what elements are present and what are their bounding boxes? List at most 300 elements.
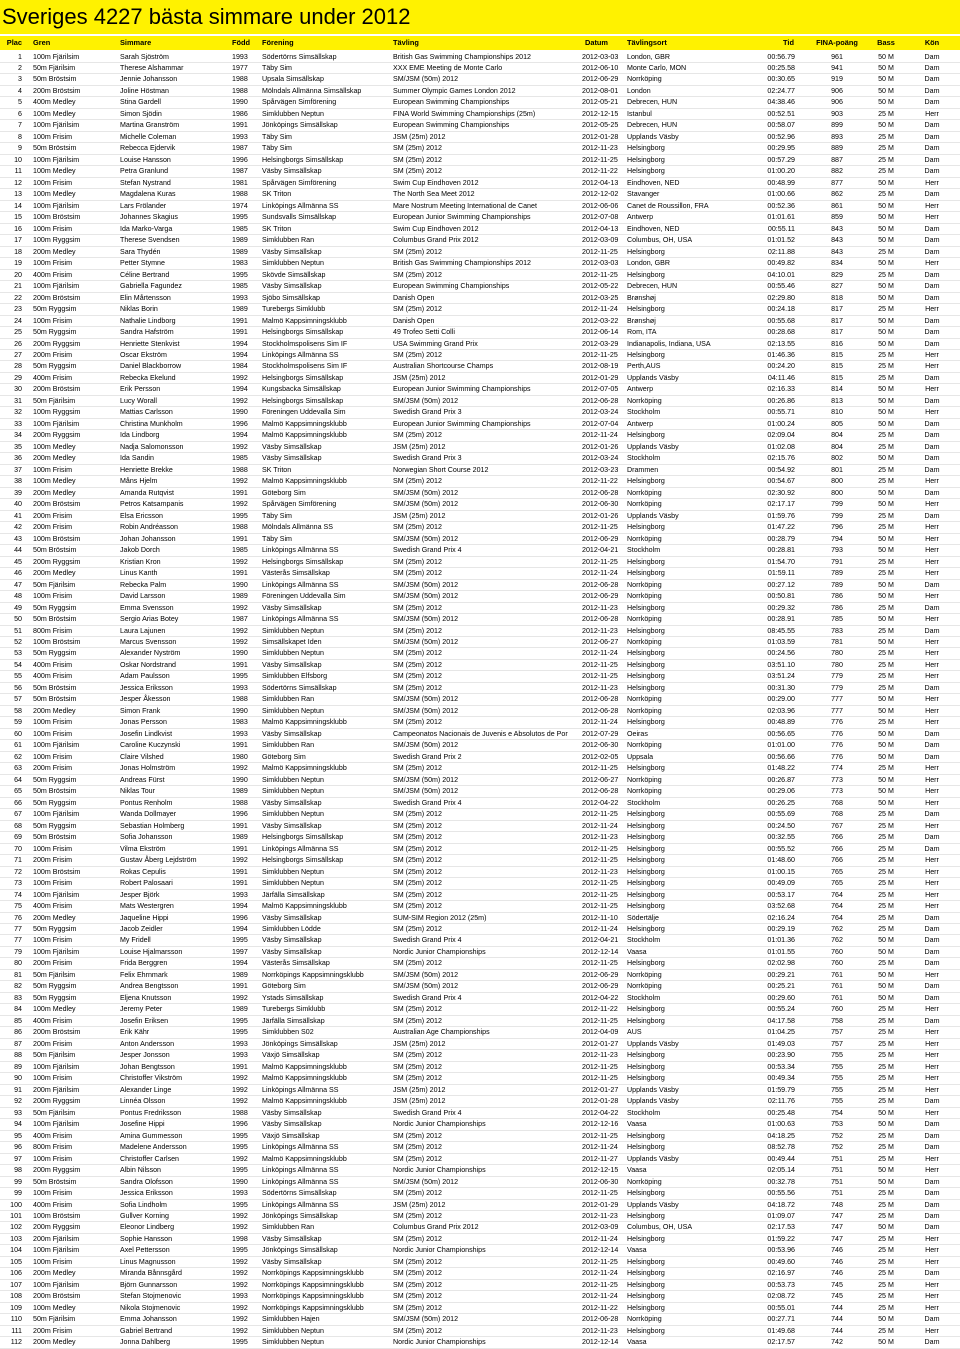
table-row <box>0 855 960 867</box>
cell-tavling: SM (25m) 2012 <box>393 683 442 692</box>
cell-fina: 786 <box>831 603 843 612</box>
cell-bass: 25 M <box>878 683 894 692</box>
cell-datum: 2012-03-25 <box>582 293 619 302</box>
cell-tavlingsort: Upplands Väsby <box>627 1039 679 1048</box>
cell-forening: Simklubben Ran <box>262 1223 315 1232</box>
cell-tavlingsort: Norrköping <box>627 488 662 497</box>
cell-forening: Simklubben Neptun <box>262 626 324 635</box>
cell-simmare: Martina Granström <box>120 121 180 130</box>
cell-tavling: SM/JSM (50m) 2012 <box>393 75 459 84</box>
cell-simmare: Måns Hjelm <box>120 477 158 486</box>
cell-forening: Skövde Simsällskap <box>262 270 326 279</box>
cell-datum: 2012-03-22 <box>582 316 619 325</box>
cell-bass: 25 M <box>878 1062 894 1071</box>
cell-simmare: Adam Paulsson <box>120 672 170 681</box>
cell-kon: Dam <box>924 982 940 991</box>
cell-plac: 95 <box>14 1131 22 1140</box>
table-row <box>0 235 960 247</box>
cell-forening: Väsby Simsällskap <box>262 947 322 956</box>
cell-tavling: SM (25m) 2012 <box>393 1269 442 1278</box>
cell-forening: Simklubben Neptun <box>262 775 324 784</box>
cell-plac: 79 <box>14 947 22 956</box>
cell-bass: 25 M <box>878 132 894 141</box>
cell-simmare: Mattias Carlsson <box>120 408 173 417</box>
cell-simmare: Rebecca Ejdervik <box>120 144 176 153</box>
cell-simmare: My Fridell <box>120 936 151 945</box>
cell-fodd: 1987 <box>232 615 248 624</box>
cell-forening: Malmö Kappsimningsklubb <box>262 1062 347 1071</box>
cell-simmare: Sara Thydén <box>120 247 161 256</box>
table-row <box>0 648 960 660</box>
cell-fina: 783 <box>831 626 843 635</box>
table-row <box>0 201 960 213</box>
cell-tid: 01:48.60 <box>767 856 795 865</box>
cell-kon: Dam <box>924 270 940 279</box>
cell-datum: 2012-05-22 <box>582 282 619 291</box>
cell-fodd: 1991 <box>232 821 248 830</box>
cell-tavlingsort: Helsingborg <box>627 959 665 968</box>
cell-kon: Herr <box>925 1257 939 1266</box>
cell-tid: 02:03.96 <box>767 706 795 715</box>
cell-fina: 761 <box>831 993 843 1002</box>
cell-forening: Södertörns Simsällskap <box>262 683 337 692</box>
table-row <box>0 1062 960 1074</box>
table-row <box>0 1108 960 1120</box>
table-row <box>0 1142 960 1154</box>
cell-tavlingsort: Stockholm <box>627 454 661 463</box>
cell-fina: 752 <box>831 1131 843 1140</box>
cell-tid: 03:51.24 <box>767 672 795 681</box>
cell-bass: 25 M <box>878 764 894 773</box>
table-row <box>0 740 960 752</box>
cell-bass: 50 M <box>878 592 894 601</box>
cell-tavling: SM (25m) 2012 <box>393 718 442 727</box>
table-row <box>0 419 960 431</box>
cell-datum: 2012-06-28 <box>582 488 619 497</box>
table-row <box>0 476 960 488</box>
cell-forening: Helsingborgs Simsällskap <box>262 328 344 337</box>
cell-bass: 25 M <box>878 305 894 314</box>
cell-tavling: 49 Trofeo Setti Colli <box>393 328 455 337</box>
cell-fina: 761 <box>831 982 843 991</box>
cell-tid: 00:52.96 <box>767 132 795 141</box>
cell-plac: 52 <box>14 637 22 646</box>
cell-fina: 746 <box>831 1269 843 1278</box>
cell-fina: 758 <box>831 1016 843 1025</box>
cell-simmare: Magdalena Kuras <box>120 190 176 199</box>
cell-kon: Herr <box>925 798 939 807</box>
cell-gren: 400m Frisim <box>33 270 73 279</box>
cell-tid: 01:00.63 <box>767 1120 795 1129</box>
cell-tavlingsort: Norrköping <box>627 580 662 589</box>
cell-simmare: Rebecka Palm <box>120 580 167 589</box>
cell-bass: 50 M <box>878 293 894 302</box>
table-row <box>0 86 960 98</box>
cell-fina: 747 <box>831 1234 843 1243</box>
cell-kon: Herr <box>925 718 939 727</box>
cell-fina: 760 <box>831 959 843 968</box>
cell-gren: 200m Frisim <box>33 764 73 773</box>
cell-kon: Dam <box>924 936 940 945</box>
cell-tavlingsort: Canet de Roussillon, FRA <box>627 201 709 210</box>
cell-datum: 2012-11-24 <box>582 1269 618 1278</box>
cell-fodd: 1992 <box>232 626 248 635</box>
cell-forening: Jönköpings Simsällskap <box>262 1246 338 1255</box>
table-row <box>0 626 960 638</box>
cell-tavlingsort: Norrköping <box>627 396 662 405</box>
cell-forening: Simklubben Neptun <box>262 259 324 268</box>
cell-tavling: SM (25m) 2012 <box>393 350 442 359</box>
cell-plac: 56 <box>14 683 22 692</box>
cell-gren: 100m Frisim <box>33 1257 73 1266</box>
cell-datum: 2012-03-24 <box>582 408 619 417</box>
cell-tavlingsort: Upplands Väsby <box>627 442 679 451</box>
cell-simmare: Pontus Renholm <box>120 798 173 807</box>
cell-tid: 02:08.72 <box>767 1292 795 1301</box>
cell-tavling: SM (25m) 2012 <box>393 523 442 532</box>
cell-gren: 400m Frisim <box>33 1200 73 1209</box>
cell-simmare: Nikola Stojmenovic <box>120 1303 181 1312</box>
cell-tid: 01:59.11 <box>767 569 795 578</box>
cell-plac: 109 <box>10 1303 22 1312</box>
cell-tavlingsort: Vaasa <box>627 947 647 956</box>
cell-kon: Dam <box>924 741 940 750</box>
cell-plac: 31 <box>14 396 22 405</box>
cell-kon: Dam <box>924 752 940 761</box>
cell-forening: Västerås Simsällskap <box>262 569 330 578</box>
cell-simmare: Henriette Stenkvist <box>120 339 180 348</box>
cell-tavling: FINA World Swimming Championships (25m) <box>393 109 536 118</box>
cell-gren: 100m Medley <box>33 109 76 118</box>
cell-fodd: 1991 <box>232 982 248 991</box>
cell-simmare: Simon Sjödin <box>120 109 162 118</box>
cell-fodd: 1986 <box>232 109 248 118</box>
cell-tavlingsort: Norrköping <box>627 75 662 84</box>
cell-datum: 2012-06-30 <box>582 741 619 750</box>
cell-forening: Linköpings Allmänna SS <box>262 1085 339 1094</box>
table-row <box>0 373 960 385</box>
cell-forening: Simklubben Neptun <box>262 1338 324 1347</box>
cell-gren: 200m Fjärilsim <box>33 1234 80 1243</box>
cell-plac: 106 <box>10 1269 22 1278</box>
cell-gren: 100m Fjärilsim <box>33 282 80 291</box>
cell-fodd: 1995 <box>232 1200 248 1209</box>
cell-tid: 00:48.99 <box>767 178 795 187</box>
cell-datum: 2012-06-29 <box>582 970 619 979</box>
cell-plac: 12 <box>14 178 22 187</box>
cell-forening: Väsby Simsällskap <box>262 798 322 807</box>
cell-plac: 75 <box>14 902 22 911</box>
cell-plac: 42 <box>14 523 22 532</box>
cell-datum: 2012-11-24 <box>582 718 618 727</box>
cell-bass: 25 M <box>878 924 894 933</box>
cell-plac: 6 <box>18 109 22 118</box>
cell-bass: 25 M <box>878 626 894 635</box>
cell-tavling: SM (25m) 2012 <box>393 247 442 256</box>
cell-datum: 2012-11-25 <box>582 557 618 566</box>
cell-tavling: SM (25m) 2012 <box>393 1189 442 1198</box>
cell-tavling: SM (25m) 2012 <box>393 660 442 669</box>
cell-fina: 762 <box>831 924 843 933</box>
header-datum: Datum <box>585 38 608 47</box>
cell-simmare: Jonas Persson <box>120 718 167 727</box>
cell-kon: Dam <box>924 282 940 291</box>
cell-tavlingsort: Helsingborg <box>627 305 665 314</box>
cell-bass: 25 M <box>878 477 894 486</box>
cell-plac: 92 <box>14 1097 22 1106</box>
cell-tid: 01:49.68 <box>767 1326 795 1335</box>
cell-tavling: SM (25m) 2012 <box>393 959 442 968</box>
header-tavlingsort: Tävlingsort <box>627 38 667 47</box>
cell-gren: 200m Frisim <box>33 523 73 532</box>
cell-tid: 00:49.44 <box>767 1154 795 1163</box>
cell-forening: Jönköpings Simsällskap <box>262 1211 338 1220</box>
cell-fodd: 1985 <box>232 546 248 555</box>
cell-tavling: European Junior Swimming Championships <box>393 213 531 222</box>
cell-gren: 100m Fjärilsim <box>33 810 80 819</box>
cell-fina: 760 <box>831 1005 843 1014</box>
cell-fina: 919 <box>831 75 843 84</box>
cell-tavlingsort: Uppsala <box>627 752 654 761</box>
cell-kon: Dam <box>924 63 940 72</box>
cell-tid: 02:02.98 <box>767 959 795 968</box>
cell-forening: Linköpings Allmänna SS <box>262 350 339 359</box>
cell-tavling: SM (25m) 2012 <box>393 1074 442 1083</box>
cell-gren: 50m Ryggsim <box>33 328 77 337</box>
cell-datum: 2012-11-25 <box>582 350 618 359</box>
cell-fodd: 1991 <box>232 867 248 876</box>
cell-tid: 03:51.10 <box>767 660 795 669</box>
cell-fodd: 1989 <box>232 1005 248 1014</box>
cell-plac: 93 <box>14 1108 22 1117</box>
cell-bass: 25 M <box>878 511 894 520</box>
cell-plac: 91 <box>14 1085 22 1094</box>
cell-datum: 2012-04-21 <box>582 936 619 945</box>
cell-bass: 50 M <box>878 408 894 417</box>
cell-gren: 200m Ryggsim <box>33 1223 81 1232</box>
cell-tavlingsort: Norrköping <box>627 592 662 601</box>
cell-plac: 36 <box>14 454 22 463</box>
cell-gren: 200m Frisim <box>33 1326 73 1335</box>
cell-tid: 00:55.71 <box>767 408 795 417</box>
cell-fodd: 1992 <box>232 1280 248 1289</box>
cell-tid: 02:16.97 <box>767 1269 795 1278</box>
cell-plac: 86 <box>14 1028 22 1037</box>
cell-plac: 61 <box>14 741 22 750</box>
cell-fodd: 1990 <box>232 580 248 589</box>
cell-bass: 25 M <box>878 1280 894 1289</box>
table-row <box>0 1257 960 1269</box>
cell-bass: 50 M <box>878 385 894 394</box>
cell-fina: 753 <box>831 1120 843 1129</box>
cell-bass: 50 M <box>878 52 894 61</box>
cell-tid: 00:53.73 <box>767 1280 795 1289</box>
cell-kon: Dam <box>924 1016 940 1025</box>
cell-datum: 2012-06-28 <box>582 695 619 704</box>
cell-gren: 100m Bröstsim <box>33 1211 81 1220</box>
cell-tavlingsort: Helsingborg <box>627 833 665 842</box>
cell-tavling: SM (25m) 2012 <box>393 890 442 899</box>
cell-fodd: 1992 <box>232 1257 248 1266</box>
cell-tavling: SM/JSM (50m) 2012 <box>393 695 459 704</box>
cell-fodd: 1991 <box>232 488 248 497</box>
cell-gren: 100m Frisim <box>33 844 73 853</box>
cell-tavlingsort: Rom, ITA <box>627 328 657 337</box>
cell-bass: 25 M <box>878 890 894 899</box>
cell-tavlingsort: Stockholm <box>627 546 661 555</box>
cell-forening: Väsby Simsällskap <box>262 454 322 463</box>
cell-gren: 100m Fjärilsim <box>33 419 80 428</box>
cell-simmare: Jesper Åkesson <box>120 695 171 704</box>
cell-fodd: 1990 <box>232 649 248 658</box>
cell-tid: 00:23.90 <box>767 1051 795 1060</box>
cell-forening: Sjöbo Simsällskap <box>262 293 320 302</box>
cell-fina: 744 <box>831 1315 843 1324</box>
cell-forening: Väsby Simsällskap <box>262 660 322 669</box>
cell-simmare: Michelle Coleman <box>120 132 177 141</box>
cell-tid: 01:01.36 <box>767 936 795 945</box>
cell-fodd: 1992 <box>232 1097 248 1106</box>
cell-kon: Herr <box>925 201 939 210</box>
cell-fodd: 1995 <box>232 270 248 279</box>
cell-fina: 815 <box>831 373 843 382</box>
cell-plac: 57 <box>14 695 22 704</box>
cell-fodd: 1992 <box>232 637 248 646</box>
cell-tid: 01:59.76 <box>767 511 795 520</box>
cell-fina: 751 <box>831 1154 843 1163</box>
cell-plac: 18 <box>14 247 22 256</box>
table-row <box>0 1050 960 1062</box>
cell-gren: 200m Bröstsim <box>33 293 81 302</box>
cell-simmare: Johan Bengtsson <box>120 1062 175 1071</box>
cell-kon: Dam <box>924 132 940 141</box>
cell-datum: 2012-06-29 <box>582 592 619 601</box>
cell-plac: 25 <box>14 328 22 337</box>
cell-datum: 2012-11-23 <box>582 626 618 635</box>
cell-plac: 47 <box>14 580 22 589</box>
table-row <box>0 407 960 419</box>
cell-bass: 25 M <box>878 1326 894 1335</box>
cell-tid: 00:56.79 <box>767 52 795 61</box>
table-row <box>0 1245 960 1257</box>
cell-datum: 2012-11-23 <box>582 867 618 876</box>
cell-forening: Linköpings Allmänna SS <box>262 201 339 210</box>
cell-gren: 50m Ryggsim <box>33 982 77 991</box>
cell-fodd: 1990 <box>232 1177 248 1186</box>
cell-plac: 28 <box>14 362 22 371</box>
cell-tavling: European Swimming Championships <box>393 98 510 107</box>
cell-tavling: European Swimming Championships <box>393 121 510 130</box>
cell-fodd: 1992 <box>232 764 248 773</box>
table-row <box>0 878 960 890</box>
cell-forening: Linköpings Allmänna SS <box>262 615 339 624</box>
cell-gren: 100m Bröstsim <box>33 213 81 222</box>
cell-gren: 50m Ryggsim <box>33 798 77 807</box>
cell-fodd: 1987 <box>232 167 248 176</box>
cell-bass: 50 M <box>878 1338 894 1347</box>
cell-bass: 25 M <box>878 1303 894 1312</box>
cell-tid: 00:29.21 <box>767 970 795 979</box>
cell-fina: 801 <box>831 465 843 474</box>
cell-datum: 2012-12-14 <box>582 1246 619 1255</box>
cell-tavlingsort: Helsingborg <box>627 1051 665 1060</box>
cell-bass: 50 M <box>878 282 894 291</box>
cell-datum: 2012-11-25 <box>582 1016 618 1025</box>
cell-gren: 100m Frisim <box>33 1189 73 1198</box>
cell-gren: 100m Medley <box>33 167 76 176</box>
cell-forening: Norrköpings Kappsimningsklubb <box>262 1269 364 1278</box>
cell-fodd: 1992 <box>232 373 248 382</box>
cell-datum: 2012-12-02 <box>582 190 619 199</box>
cell-kon: Dam <box>924 52 940 61</box>
cell-plac: 49 <box>14 603 22 612</box>
cell-fodd: 1983 <box>232 718 248 727</box>
cell-tid: 01:01.52 <box>767 236 795 245</box>
cell-tavling: Swedish Grand Prix 4 <box>393 546 462 555</box>
cell-plac: 80 <box>14 959 22 968</box>
cell-forening: Väsby Simsällskap <box>262 442 322 451</box>
cell-datum: 2012-06-30 <box>582 500 619 509</box>
cell-simmare: Gullver Korning <box>120 1211 169 1220</box>
table-row <box>0 867 960 879</box>
cell-bass: 25 M <box>878 362 894 371</box>
table-row <box>0 729 960 741</box>
cell-tid: 01:00.24 <box>767 419 795 428</box>
cell-kon: Herr <box>925 1108 939 1117</box>
cell-tavlingsort: Helsingborg <box>627 603 665 612</box>
cell-tavlingsort: Helsingborg <box>627 1326 665 1335</box>
cell-simmare: Stina Gardell <box>120 98 162 107</box>
cell-tid: 00:53.17 <box>767 890 795 899</box>
header-tavling: Tävling <box>393 38 419 47</box>
cell-gren: 50m Bröstsim <box>33 546 77 555</box>
cell-plac: 55 <box>14 672 22 681</box>
cell-bass: 50 M <box>878 121 894 130</box>
cell-fina: 764 <box>831 902 843 911</box>
cell-datum: 2012-11-25 <box>582 1257 618 1266</box>
cell-forening: Stockholmspolisens Sim IF <box>262 339 348 348</box>
cell-forening: Simklubben Neptun <box>262 810 324 819</box>
cell-fodd: 1984 <box>232 362 248 371</box>
cell-fina: 889 <box>831 144 843 153</box>
cell-datum: 2012-11-23 <box>582 1051 618 1060</box>
cell-kon: Herr <box>925 856 939 865</box>
cell-tavlingsort: Norrköping <box>627 1315 662 1324</box>
cell-fodd: 1991 <box>232 121 248 130</box>
cell-fina: 768 <box>831 810 843 819</box>
cell-bass: 50 M <box>878 1315 894 1324</box>
cell-bass: 50 M <box>878 982 894 991</box>
cell-forening: Föreningen Uddevalla Sim <box>262 592 346 601</box>
cell-kon: Herr <box>925 1166 939 1175</box>
cell-fodd: 1992 <box>232 1269 248 1278</box>
cell-simmare: Emma Svensson <box>120 603 174 612</box>
table-row <box>0 339 960 351</box>
cell-tavling: SM/JSM (50m) 2012 <box>393 970 459 979</box>
cell-tid: 00:55.69 <box>767 810 795 819</box>
cell-bass: 50 M <box>878 98 894 107</box>
cell-tid: 00:28.91 <box>767 615 795 624</box>
cell-forening: Helsingborgs Simsällskap <box>262 155 344 164</box>
cell-plac: 29 <box>14 373 22 382</box>
cell-bass: 50 M <box>878 1108 894 1117</box>
cell-plac: 60 <box>14 729 22 738</box>
cell-datum: 2012-11-25 <box>582 890 618 899</box>
cell-datum: 2012-11-24 <box>582 821 618 830</box>
cell-forening: Göteborg Sim <box>262 752 306 761</box>
cell-bass: 25 M <box>878 867 894 876</box>
cell-tavling: SM/JSM (50m) 2012 <box>393 637 459 646</box>
